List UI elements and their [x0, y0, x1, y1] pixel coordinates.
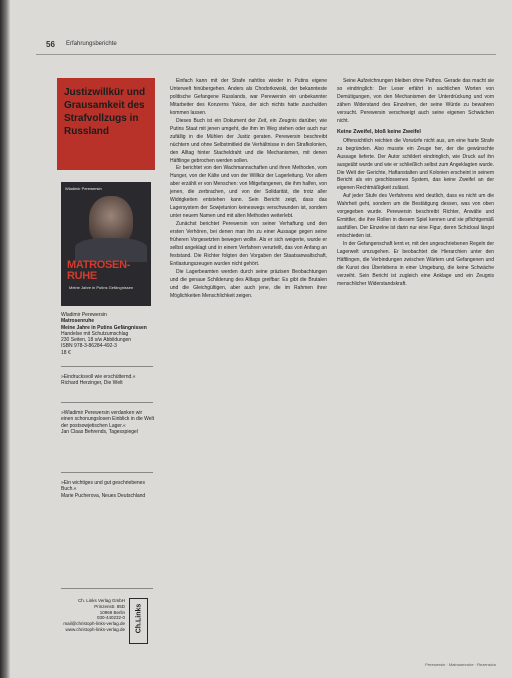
- paragraph: Die Lagerbeamten werden durch seine präzisen Beobachtungen und die genaue Schilderung des Alltags greifbar: Es gibt die Brutalen und die Gleichgültigen, aber auch jene, die im Rahmen ihrer Möglichkeiten Menschlichkeit zeigen.: [170, 268, 327, 299]
- book-pages: 230 Seiten, 18 s/w Abbildungen: [61, 337, 132, 344]
- book-sidebar: [57, 78, 155, 674]
- quote-source: Jan Claas Behrends, Tagesspiegel: [61, 429, 138, 436]
- quote-source: Richard Herzinger, Die Welt: [61, 380, 123, 387]
- divider: [61, 366, 153, 367]
- book-isbn: ISBN 978-3-86284-492-3: [61, 343, 117, 350]
- logo-text: Ch.Links: [135, 603, 143, 634]
- publisher-logo: [129, 598, 148, 644]
- binding-gutter: [0, 0, 10, 678]
- quote-source: Marie Pucherova, Neues Deutschland: [61, 492, 146, 499]
- paragraph: Zunächst berichtet Perewersin von seiner Verhaftung und den ersten Verhören, bei denen man ihn zu einer Aussage gegen seine früheren Vorgesetzten bewegen wollte. Als er sich weigerte, wurde er selbst angeklagt und in einem Verfahren verurteilt, das von Anfang an feststand. Die Richter folgten den Vorgaben der Staatsanwaltschaft, Entlastungszeugen wurden nicht gehört.: [170, 221, 327, 267]
- book-cover: [61, 182, 151, 306]
- divider: [61, 472, 153, 473]
- paragraph: Auf jeder Stufe des Verfahrens wird deutlich, dass es nicht um die Wahrheit geht, sondern um die Bestätigung dessen, was von oben vorgegeben wurde. Perewersin beschreibt Richter, Anwälte und Ermittler, die ihre Rollen in diesem Spiel kennen und sie pflichtgemäß ausfüllen. Der Einzelne ist darin nur eine Figur, deren Schicksal längst entschieden ist.: [337, 193, 494, 240]
- book-title: Matrosenruhe: [61, 318, 95, 325]
- book-author: Wladimir Perewersin: [61, 312, 107, 318]
- paragraph: Dieses Buch ist ein Dokument der Zeit, ein Zeugnis darüber, wie Putins Staat mit jenen umgeht, die ihm im Weg stehen oder auch nur zufällig in die Mühlen der Justiz geraten. Perewersin beschreibt nüchtern und ohne Selbstmitleid die Verhältnisse in den Strafkolonien, den Alltag hinter Stacheldraht und die Mechanismen, mit denen Häftlinge gebrochen werden sollen.: [170, 117, 327, 164]
- paragraph: Seine Aufzeichnungen bleiben ohne Pathos. Gerade das macht sie so eindringlich: Der Leser erfährt in sachlichen Worten von Demütigungen, von den Mechanismen der Unterdrückung und vom zähen Widerstand des Einzelnen, der seine Würde zu bewahren versucht. Perewersin verschweigt auch seine eigenen Schwächen nicht.: [337, 78, 494, 124]
- divider: [61, 402, 153, 403]
- book-binding: Handelse mit Schutzumschlag: [61, 330, 129, 337]
- paragraph: Offensichtlich reichten die Vorwürfe nicht aus, um eine harte Strafe zu begründen. Also musste ein Zeuge her, der die gewünschte Aussage lieferte. Der Autor schildert eindringlich, wie Druck auf ihn ausgeübt wurde und wie er schließlich selbst zum Angeklagten wurde. Die Welt der Gerichte, Haftanstalten und Kolonien erscheint in seinem Bericht als ein geschlossenes System, das keine Zweifel an der eigenen Rechtmäßigkeit zulässt.: [337, 137, 494, 192]
- divider: [61, 588, 153, 589]
- page-footer: Perewersin · Matrosenruhe · Rezension: [425, 662, 496, 667]
- publisher-address: [61, 598, 125, 633]
- quote-text: »Wladimir Perewersin verdanken wir einen schonungslosen Einblick in die Welt der postsowjetischen Lager.«: [61, 410, 155, 429]
- publisher-phone: 030-440232-0: [96, 615, 125, 621]
- page-header: [36, 40, 496, 54]
- headline-box: [57, 78, 155, 170]
- book-subtitle: Meine Jahre in Putins Gefängnissen: [61, 324, 147, 331]
- sidebar-headline: Justizwillkür und Grausamkeit des Strafvollzugs in Russland: [64, 87, 146, 137]
- publisher-web[interactable]: www.christoph-links-verlag.de: [65, 626, 125, 632]
- review-quote: [61, 480, 155, 499]
- paragraph: Er berichtet von den Wachmannschaften und ihren Methoden, vom Hunger, von der Kälte und von der Willkür der Lagerleitung. Vor allem aber erzählt er von Menschen: von Mitgefangenen, die ihm halfen, von jenen, die zerbrachen, und von der Solidarität, die trotz aller Widrigkeiten entstehen kann. Sein Bericht zeigt, dass das Lagersystem der Sowjetunion keineswegs verschwunden ist, sondern unter neuem Namen und mit alten Methoden weiterlebt.: [170, 165, 327, 220]
- book-details: [61, 312, 153, 356]
- paragraph: In der Gefangenschaft lernt er, mit den ungeschriebenen Regeln der Lagerwelt umzugehen. Er beobachtet die Hierarchien unter den Häftlingen, die Verbindungen zwischen Wärtern und Gefangenen und die Kunst des Überlebens in einer Umgebung, die keine Schwäche verzeiht. Sein Bericht ist zugleich eine Anklage und ein Zeugnis menschlicher Widerstandskraft.: [337, 241, 494, 287]
- quote-text: »Eindrucksvoll wie erschütternd.«: [61, 374, 136, 380]
- article-column-1: [170, 78, 327, 301]
- header-rule: [36, 54, 496, 55]
- paragraph: Einfach kann mit der Strafe nahtlos wieder in Putins eigene Unterwelt hinübergehen. Anders als Chodorkowski, der bekannteste politische Gefangene Russlands, war Perewersin ein unbekannter Mitarbeiter des Konzerns Yukos, der sich nichts hatte zuschulden kommen lassen.: [170, 78, 327, 116]
- cover-title: [67, 260, 130, 282]
- section-title: Erfahrungsberichte: [66, 41, 117, 47]
- book-price: 18 €: [61, 349, 71, 356]
- cover-author: Wladimir Perewersin: [65, 186, 102, 191]
- page-number: 56: [46, 40, 55, 49]
- quote-text: »Ein wichtiges und gut geschriebenes Buch.«: [61, 480, 145, 493]
- publisher-city: 10969 Berlin: [99, 609, 125, 615]
- cover-title-line2: RUHE: [67, 270, 97, 282]
- cover-title-line1: MATROSEN-: [67, 259, 131, 271]
- publisher-email[interactable]: mail@christoph-links-verlag.de: [63, 621, 125, 627]
- publisher-name: Ch. Links Verlag GmbH: [77, 598, 125, 603]
- article-column-2: [337, 78, 494, 289]
- review-quote: [61, 374, 155, 387]
- review-quote: [61, 410, 155, 436]
- subheading: Keine Zweifel, bloß keine Zweifel: [337, 128, 421, 135]
- cover-subtitle: Meine Jahre in Putins Gefängnissen: [69, 285, 134, 290]
- publisher-street: Prinzenstr. 85D: [94, 603, 125, 609]
